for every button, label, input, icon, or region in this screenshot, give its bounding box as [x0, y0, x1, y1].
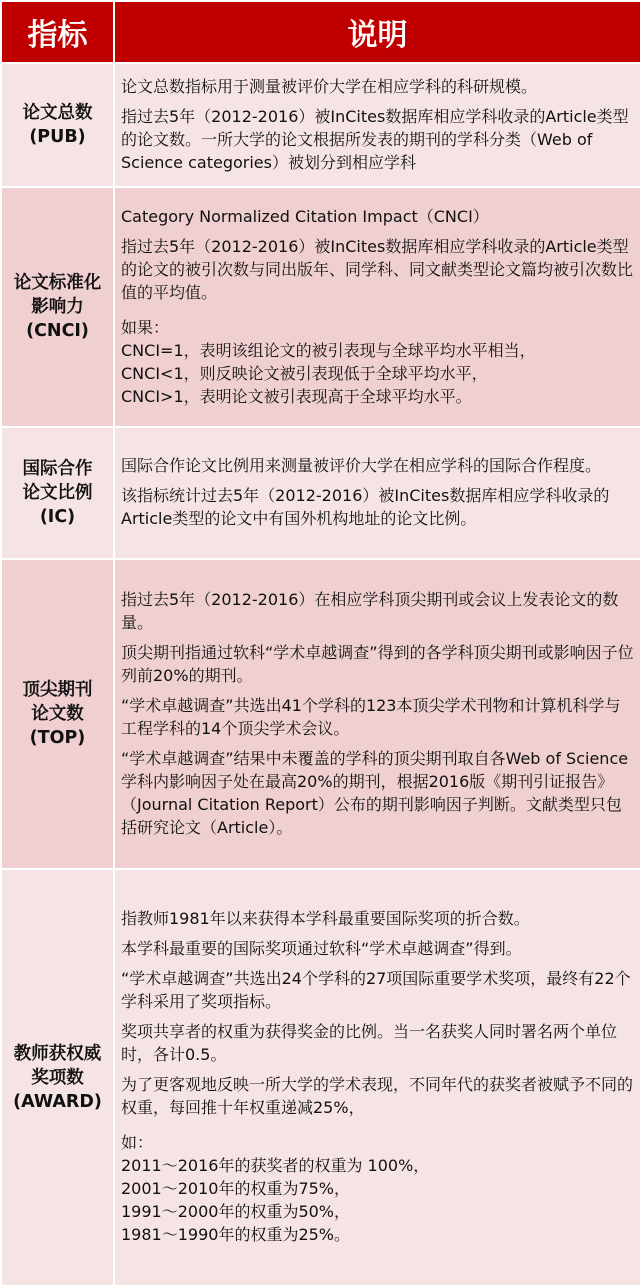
list-item: CNCI=1，表明该组论文的被引表现与全球平均水平相当， — [121, 340, 536, 360]
list-item: 1981～1990年的权重为25%。 — [121, 1225, 351, 1244]
metric-name-line: (IC) — [39, 507, 76, 527]
header-metric: 指标 — [1, 1, 114, 63]
desc-paragraph: 指过去5年（2012-2016）在相应学科顶尖期刊或会议上发表论文的数量。 — [121, 589, 619, 632]
metric-name-line: 论文数 — [31, 704, 84, 724]
desc-paragraph: 国际合作论文比例用来测量被评价大学在相应学科的国际合作程度。 — [121, 456, 602, 475]
metric-name-line: (AWARD) — [13, 1091, 102, 1112]
metric-name-line: 影响力 — [31, 297, 84, 317]
metric-name-line: 论文标准化 — [13, 273, 102, 293]
metric-name-line: (TOP) — [29, 728, 86, 748]
desc-paragraph: Category Normalized Citation Impact（CNCI） — [121, 206, 489, 226]
desc-paragraph: 为了更客观地反映一所大学的学术表现，不同年代的获奖者被赋予不同的权重，每回推十年权重递减25%， — [121, 1075, 634, 1117]
metric-name-ic — [1, 427, 114, 559]
header-description: 说明 — [114, 1, 640, 63]
desc-paragraph: 本学科最重要的国际奖项通过软科“学术卓越调查”得到。 — [121, 939, 522, 958]
metric-desc-top — [114, 559, 640, 869]
condition-list — [121, 316, 634, 408]
desc-paragraph: 顶尖期刊指通过软科“学术卓越调查”得到的各学科顶尖期刊或影响因子位列前20%的期刊。 — [121, 642, 634, 685]
desc-paragraph: 奖项共享者的权重为获得奖金的比例。当一名获奖人同时署名两个单位时，各计0.5。 — [121, 1022, 618, 1064]
metric-desc-ic — [114, 427, 640, 559]
list-item: 1991～2000年的权重为50%， — [121, 1202, 351, 1221]
metric-desc-cnci — [114, 187, 640, 427]
table-row-pub — [1, 63, 640, 187]
list-item: 2011～2016年的获奖者的权重为 100%， — [121, 1156, 430, 1175]
table-header-row — [1, 1, 640, 63]
metric-name-line: 教师获权威 — [13, 1043, 102, 1064]
desc-paragraph: “学术卓越调查”共选出24个学科的27项国际重要学术奖项，最终有22个学科采用了奖项指标。 — [121, 969, 631, 1011]
metric-name-line: 论文总数 — [22, 103, 93, 123]
metric-name-line: 奖项数 — [31, 1067, 84, 1088]
desc-paragraph: 指过去5年（2012-2016）被InCites数据库相应学科收录的Article类型的论文的被引次数与同出版年、同学科、同文献类型论文篇均被引次数比值的平均值。 — [121, 236, 634, 302]
table-row-cnci — [1, 187, 640, 427]
metric-name-line: 论文比例 — [22, 483, 93, 503]
desc-paragraph: “学术卓越调查”结果中未覆盖的学科的顶尖期刊取自各Web of Science学科内影响因子处在最高20%的期刊，根据2016版《期刊引证报告》（Journal Citation Report）公布的期刊影响因子判断。文献类型只包括研究论文（Article）。 — [121, 748, 629, 837]
desc-paragraph: 论文总数指标用于测量被评价大学在相应学科的科研规模。 — [121, 76, 538, 96]
list-item: CNCI<1，则反映论文被引表现低于全球平均水平， — [121, 363, 488, 383]
list-item: 如： — [121, 1133, 154, 1152]
list-item: CNCI>1，表明论文被引表现高于全球平均水平。 — [121, 386, 472, 406]
metric-name-line: (CNCI) — [26, 321, 89, 341]
desc-paragraph: 该指标统计过去5年（2012-2016）被InCites数据库相应学科收录的Article类型的论文中有国外机构地址的论文比例。 — [121, 486, 610, 528]
table-row-award — [1, 869, 640, 1286]
desc-paragraph: 指过去5年（2012-2016）被InCites数据库相应学科收录的Article类型的论文数。一所大学的论文根据所发表的期刊的学科分类（Web of Science categories）被划分到相应学科 — [121, 106, 629, 172]
table-row-ic — [1, 427, 640, 559]
metric-name-top — [1, 559, 114, 869]
metric-name-line: 国际合作 — [22, 459, 93, 479]
table-row-top — [1, 559, 640, 869]
metric-name-line: 顶尖期刊 — [22, 680, 93, 700]
list-item: 2001～2010年的权重为75%， — [121, 1179, 351, 1198]
list-item: 如果： — [121, 317, 170, 337]
metric-name-award — [1, 869, 114, 1286]
metric-desc-award — [114, 869, 640, 1286]
metric-desc-pub — [114, 63, 640, 187]
metric-name-cnci — [1, 187, 114, 427]
metric-name-line: (PUB) — [29, 127, 86, 147]
weight-list — [121, 1131, 634, 1246]
desc-paragraph: 指教师1981年以来获得本学科最重要国际奖项的折合数。 — [121, 909, 530, 928]
desc-paragraph: “学术卓越调查”共选出41个学科的123本顶尖学术刊物和计算机科学与工程学科的14个顶尖学术会议。 — [121, 695, 621, 738]
metric-name-pub — [1, 63, 114, 187]
